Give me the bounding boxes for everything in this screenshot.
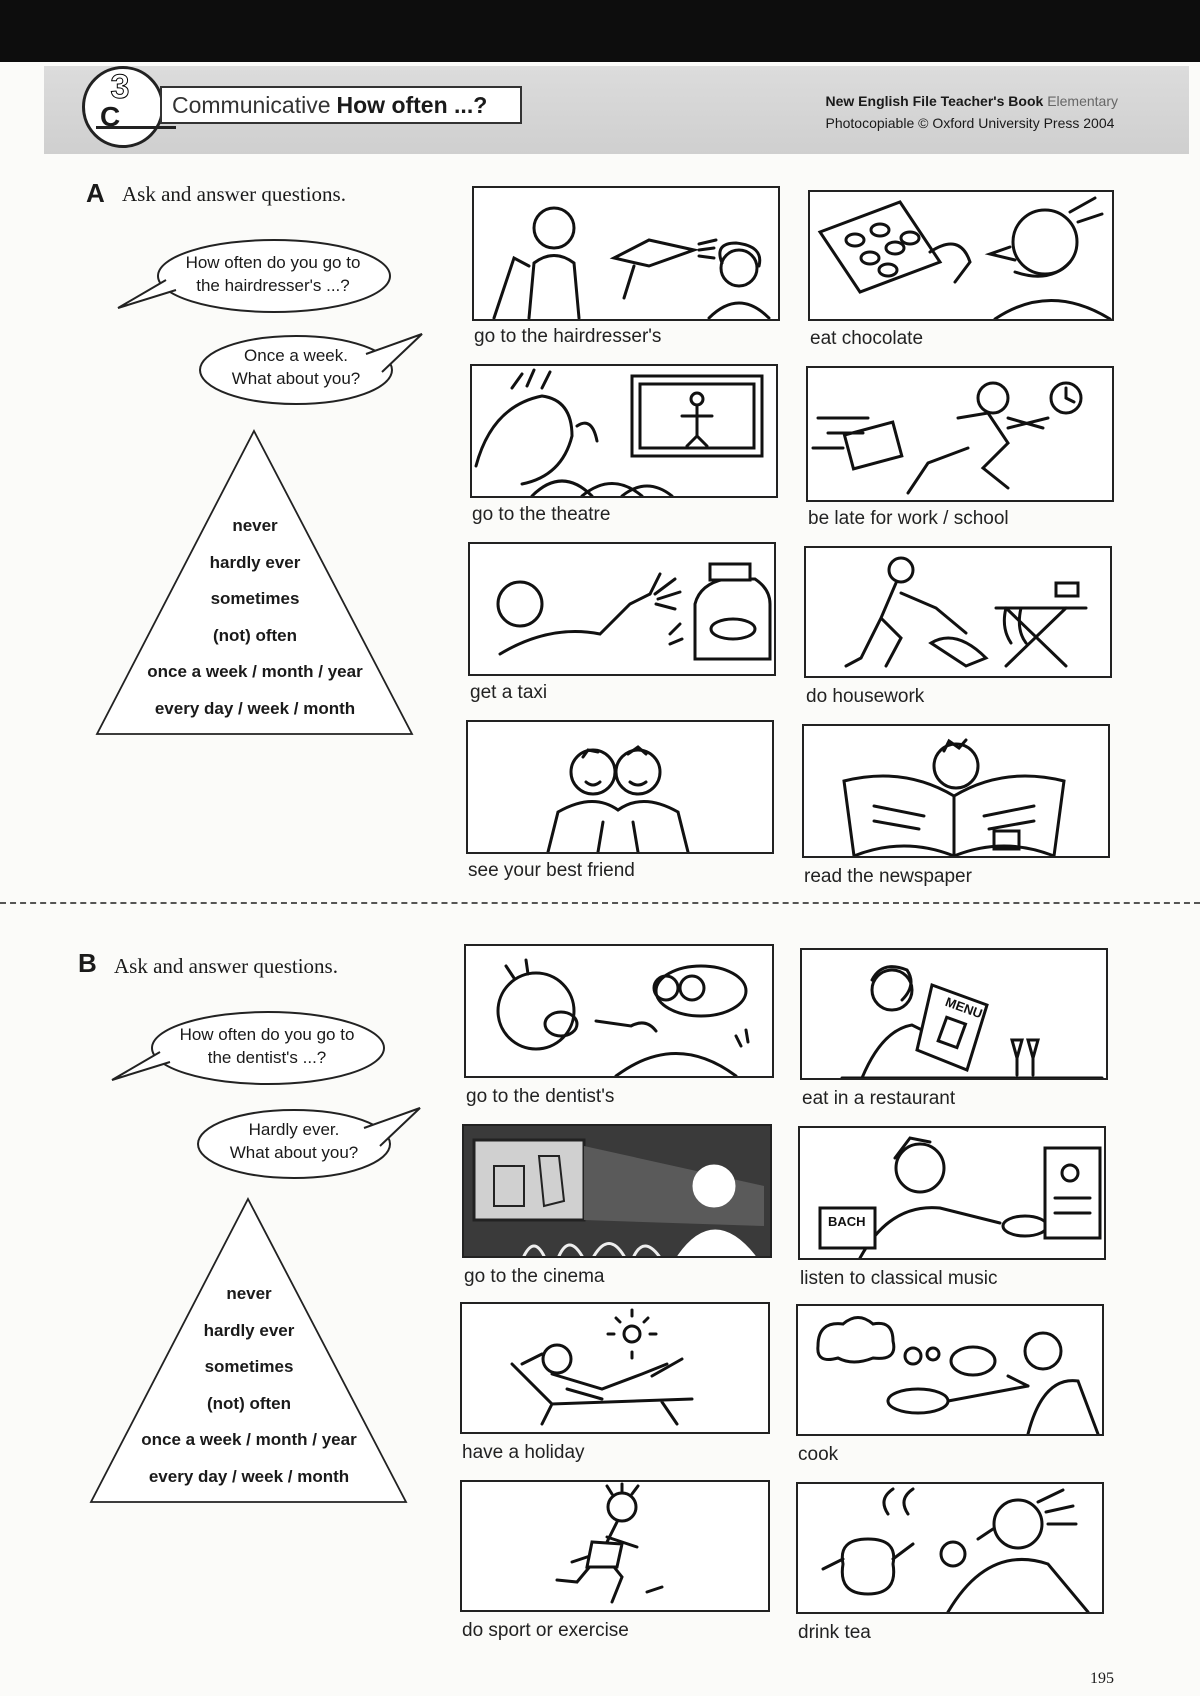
record-player-icon	[800, 1128, 1104, 1258]
card-caption: go to the dentist's	[466, 1086, 615, 1107]
answer-bubble-b	[194, 1104, 424, 1184]
picture-frame	[800, 948, 1108, 1080]
unit-underline	[96, 126, 176, 129]
picture-frame	[462, 1124, 772, 1258]
frequency-item: hardly ever	[209, 552, 301, 572]
picture-frame	[806, 366, 1114, 502]
section-divider	[0, 902, 1200, 904]
frequency-list	[94, 508, 416, 727]
answer-line-1: Hardly ever.	[248, 1120, 340, 1139]
question-bubble-a	[116, 236, 396, 316]
card-caption: go to the hairdresser's	[474, 326, 662, 347]
frequency-item: every day / week / month	[154, 698, 356, 718]
picture-frame	[804, 546, 1112, 678]
card-caption: eat chocolate	[810, 328, 924, 349]
frequency-pyramid-a	[94, 428, 416, 738]
page-number: 195	[1090, 1670, 1114, 1687]
picture-frame	[460, 1480, 770, 1612]
book-title: New English File Teacher's Book	[825, 93, 1044, 109]
runner-icon	[462, 1482, 768, 1610]
picture-frame	[802, 724, 1110, 858]
question-line-1: How often do you go to	[179, 1025, 355, 1044]
section-b-letter: B	[78, 948, 97, 978]
answer-line-2: What about you?	[231, 369, 361, 388]
iron-icon	[806, 548, 1110, 676]
frequency-item: sometimes	[204, 1357, 294, 1376]
picture-frame	[808, 190, 1114, 321]
page-title	[160, 86, 522, 124]
card-caption: do housework	[806, 686, 925, 707]
frequency-item: (not) often	[212, 625, 298, 645]
book-credit	[826, 90, 1119, 134]
picture-frame	[468, 542, 776, 676]
unit-letter: C	[100, 101, 121, 132]
picture-frame	[796, 1304, 1104, 1436]
menu-icon	[802, 950, 1106, 1078]
menu-sign-text: MENU	[943, 994, 985, 1022]
card-caption: go to the cinema	[464, 1266, 605, 1287]
card-caption: do sport or exercise	[462, 1620, 629, 1641]
picture-frame	[472, 186, 780, 321]
title-kind: Communicative	[172, 92, 331, 118]
frequency-pyramid-b	[88, 1196, 410, 1506]
card-caption: listen to classical music	[800, 1268, 998, 1289]
card-caption: eat in a restaurant	[802, 1088, 956, 1109]
card-caption: cook	[798, 1444, 839, 1465]
book-level: Elementary	[1047, 93, 1118, 109]
copyright-line: Photocopiable © Oxford University Press 2004	[825, 115, 1115, 131]
section-a-instruction: Ask and answer questions.	[122, 182, 346, 206]
frequency-item: hardly ever	[203, 1320, 295, 1340]
teapot-icon	[798, 1484, 1102, 1612]
hairdryer-icon	[474, 188, 778, 319]
card-caption: get a taxi	[470, 682, 548, 703]
scan-border	[0, 0, 1200, 62]
theatre-stage-icon	[472, 366, 776, 496]
clock-icon	[808, 368, 1112, 500]
answer-line-2: What about you?	[229, 1143, 359, 1162]
chocolate-box-icon	[810, 192, 1112, 319]
frequency-list	[88, 1276, 410, 1495]
picture-frame	[464, 944, 774, 1078]
card-caption: have a holiday	[462, 1442, 585, 1463]
question-bubble-b	[110, 1008, 390, 1088]
title-name: How often ...?	[336, 92, 488, 118]
sun-lounger-icon	[462, 1304, 768, 1432]
answer-line-1: Once a week.	[244, 346, 348, 365]
picture-frame	[460, 1302, 770, 1434]
frequency-item: every day / week / month	[148, 1466, 350, 1486]
taxi-icon	[470, 544, 774, 674]
picture-frame	[796, 1482, 1104, 1614]
frequency-item: sometimes	[210, 589, 300, 608]
picture-frame	[798, 1126, 1106, 1260]
card-caption: see your best friend	[468, 860, 635, 881]
frying-pan-icon	[798, 1306, 1102, 1434]
friends-icon	[468, 722, 772, 852]
picture-frame	[470, 364, 778, 498]
frequency-item: (not) often	[206, 1393, 292, 1413]
answer-bubble-a	[196, 330, 426, 410]
frequency-item: never	[232, 516, 278, 535]
album-sign-text: BACH	[828, 1214, 866, 1229]
frequency-item: once a week / month / year	[147, 662, 363, 681]
picture-frame	[466, 720, 774, 854]
card-caption: read the newspaper	[804, 866, 972, 887]
unit-number: 3	[110, 68, 130, 106]
frequency-item: once a week / month / year	[141, 1430, 357, 1449]
book-title-line	[826, 90, 1119, 112]
frequency-item: never	[226, 1284, 272, 1303]
question-line-2: the hairdresser's ...?	[196, 276, 350, 295]
question-line-1: How often do you go to	[185, 253, 361, 272]
card-caption: drink tea	[798, 1622, 871, 1643]
section-b-instruction: Ask and answer questions.	[114, 954, 338, 978]
dentist-icon	[466, 946, 772, 1076]
card-caption: go to the theatre	[472, 504, 611, 525]
card-caption: be late for work / school	[808, 508, 1009, 529]
cinema-screen-icon	[464, 1126, 770, 1256]
section-a-letter: A	[86, 178, 105, 208]
newspaper-icon	[804, 726, 1108, 856]
question-line-2: the dentist's ...?	[207, 1048, 327, 1067]
